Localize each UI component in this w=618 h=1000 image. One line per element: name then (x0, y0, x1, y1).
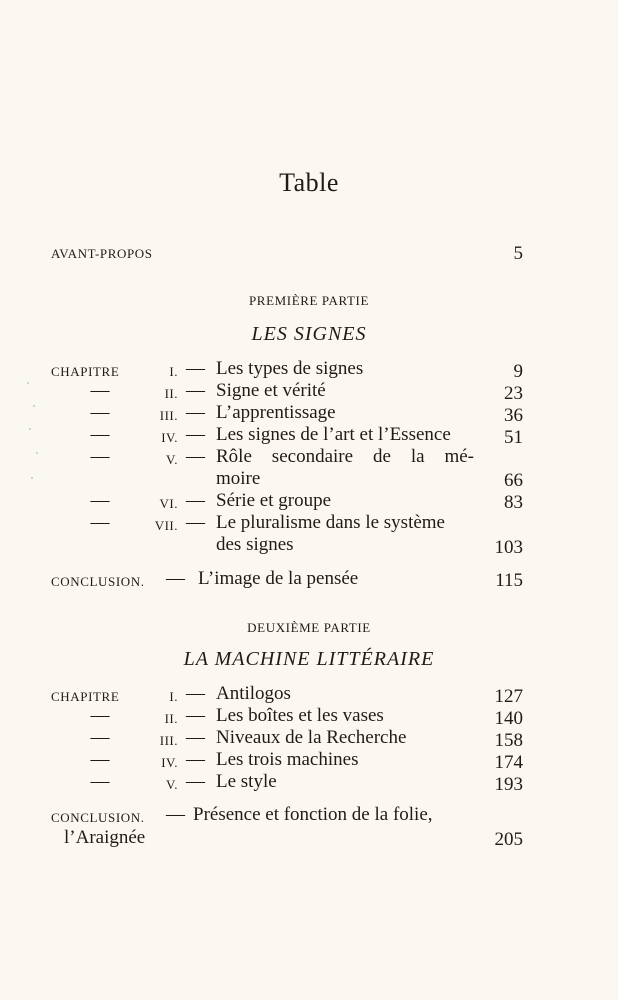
chapter-title: Signe et vérité (216, 380, 326, 401)
conclusion-title: Présence et fonction de la folie, (193, 804, 433, 825)
chapter-number: IV. (161, 755, 178, 770)
ditto-dash: — (90, 749, 110, 770)
chapter-title: Niveaux de la Recherche (216, 727, 407, 748)
chapter-title: Le style (216, 771, 277, 792)
ditto-dash: — (90, 705, 110, 726)
chapter-number: VI. (159, 496, 178, 511)
chapter-page: 174 (494, 752, 523, 773)
chapter-word: CHAPITRE (51, 364, 120, 379)
chapter-title: Les signes de l’art et l’Essence (216, 424, 451, 445)
chapter-page: 140 (494, 708, 523, 729)
chapter-title-continued: des signes (216, 534, 294, 555)
chapter-title: Les types de signes (216, 358, 364, 379)
chapter-page: 66 (504, 470, 523, 491)
part-two-title: LA MACHINE LITTÉRAIRE (183, 648, 435, 670)
chapter-page: 83 (504, 492, 523, 513)
chapter-separator: — (186, 380, 205, 401)
chapter-number: VII. (154, 518, 178, 533)
page-title: Table (279, 168, 339, 197)
ditto-dash: — (90, 424, 110, 445)
chapter-separator: — (186, 424, 205, 445)
chapter-title: Rôle secondaire de la mé- (216, 446, 474, 467)
paper-speck (36, 452, 38, 454)
chapter-separator: — (186, 358, 205, 379)
paper-speck (27, 382, 29, 384)
chapter-number: IV. (161, 430, 178, 445)
chapter-number: III. (159, 408, 178, 423)
ditto-dash: — (90, 380, 110, 401)
chapter-page: 23 (504, 383, 523, 404)
chapter-title: Les trois machines (216, 749, 359, 770)
chapter-title-continued: moire (216, 468, 261, 489)
ditto-dash: — (90, 490, 110, 511)
chapter-page: 51 (504, 427, 523, 448)
ditto-dash: — (90, 727, 110, 748)
chapter-page: 158 (494, 730, 523, 751)
ditto-dash: — (90, 512, 110, 533)
chapter-page: 193 (494, 774, 523, 795)
chapter-separator: — (186, 749, 205, 770)
chapter-separator: — (186, 683, 205, 704)
chapter-page: 36 (504, 405, 523, 426)
paper-speck (29, 428, 31, 430)
ditto-dash: — (90, 446, 110, 467)
chapter-number: V. (166, 777, 178, 792)
conclusion-page: 205 (494, 829, 523, 850)
chapter-number: V. (166, 452, 178, 467)
chapter-separator: — (186, 727, 205, 748)
paper-speck (31, 477, 33, 479)
chapter-word: CHAPITRE (51, 689, 120, 704)
part-two-label: DEUXIÈME PARTIE (247, 620, 371, 635)
chapter-title: Série et groupe (216, 490, 332, 511)
conclusion-page: 115 (495, 570, 523, 591)
part-one-label: PREMIÈRE PARTIE (248, 293, 370, 308)
ditto-dash: — (90, 402, 110, 423)
chapter-separator: — (186, 402, 205, 423)
chapter-separator: — (186, 446, 205, 467)
chapter-number: II. (164, 711, 178, 726)
chapter-title: Les boîtes et les vases (216, 705, 384, 726)
chapter-page: 103 (494, 537, 523, 558)
conclusion-title-continued: l’Araignée (64, 827, 146, 848)
chapter-page: 9 (513, 361, 523, 382)
chapter-number: II. (164, 386, 178, 401)
chapter-number: III. (159, 733, 178, 748)
chapter-separator: — (186, 705, 205, 726)
chapter-page: 127 (494, 686, 523, 707)
conclusion-label: CONCLUSION. (51, 574, 145, 589)
ditto-dash: — (90, 771, 110, 792)
conclusion-separator: — (166, 568, 185, 589)
conclusion-separator: — (166, 804, 185, 825)
chapter-separator: — (186, 490, 205, 511)
chapter-separator: — (186, 512, 205, 533)
chapter-number: I. (169, 689, 178, 704)
paper-speck (33, 405, 35, 407)
chapter-title: Le pluralisme dans le système (216, 512, 445, 533)
chapter-separator: — (186, 771, 205, 792)
avant-propos-label: AVANT-PROPOS (51, 246, 153, 261)
chapter-title: Antilogos (216, 683, 291, 704)
chapter-title: L’apprentissage (216, 402, 336, 423)
avant-propos-page: 5 (513, 243, 523, 264)
conclusion-title: L’image de la pensée (198, 568, 359, 589)
part-one-title: LES SIGNES (251, 323, 367, 345)
chapter-number: I. (169, 364, 178, 379)
conclusion-label: CONCLUSION. (51, 810, 145, 825)
